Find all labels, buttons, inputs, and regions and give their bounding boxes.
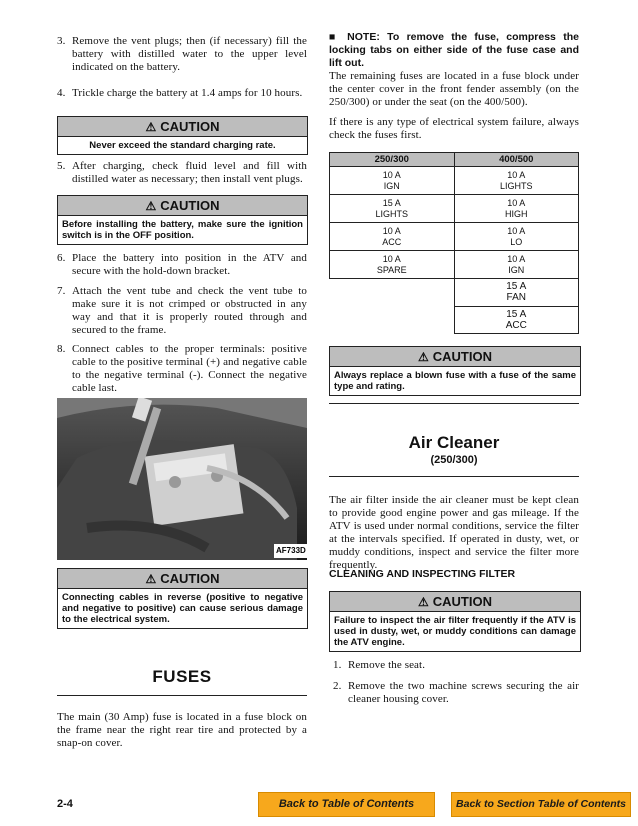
fuse-table-empty-cell — [330, 279, 455, 307]
caution-header — [58, 569, 307, 589]
caution-box-blown-fuse — [329, 346, 581, 396]
step-text: Remove the vent plugs; then (if necessary) fill the battery with distilled water to the upper level indicated on the battery. — [72, 35, 307, 73]
divider — [329, 476, 579, 477]
fuse-table-header-cell: 250/300 — [330, 153, 455, 167]
caution-box-ignition — [57, 195, 308, 245]
caution-title: CAUTION — [160, 198, 220, 213]
caution-header — [330, 592, 580, 612]
fuse-table-cell: 10 A IGN — [454, 251, 579, 279]
caution-text: Before installing the battery, make sure the ignition switch is in the OFF position. — [62, 219, 303, 241]
fuse-table — [329, 152, 579, 334]
caution-header — [58, 196, 307, 216]
air-cleaner-heading: Air Cleaner — [408, 433, 500, 452]
fuse-table-cell: 10 A SPARE — [330, 251, 455, 279]
step-8 — [57, 343, 307, 395]
step-6 — [57, 252, 307, 278]
warning-triangle-icon: ⚠ — [418, 595, 429, 609]
back-to-toc-button[interactable]: Back to Table of Contents — [258, 792, 435, 817]
caution-title: CAUTION — [160, 119, 220, 134]
divider — [329, 403, 579, 404]
fuse-table-row — [330, 167, 579, 195]
step-number: 5. — [57, 160, 66, 172]
warning-triangle-icon: ⚠ — [145, 120, 157, 134]
step-number: 8. — [57, 343, 66, 355]
note-text: NOTE: To remove the fuse, compress the locking tabs on either side of the fuse case and lift out. — [329, 31, 580, 69]
fuse-table-header — [330, 153, 579, 167]
step-number: 1. — [333, 659, 342, 671]
battery-photo-image — [57, 398, 307, 560]
fuse-table-cell: 10 A LO — [454, 223, 579, 251]
step-1 — [333, 659, 579, 672]
fuses-heading: FUSES — [152, 667, 212, 686]
fuse-table-header-cell: 400/500 — [454, 153, 579, 167]
caution-header — [58, 117, 307, 137]
battery-photo — [57, 398, 307, 560]
note-square-icon: ■ — [329, 31, 348, 43]
step-number: 6. — [57, 252, 66, 264]
back-to-section-toc-button[interactable]: Back to Section Table of Contents — [451, 792, 631, 817]
warning-triangle-icon: ⚠ — [418, 350, 429, 364]
warning-triangle-icon: ⚠ — [145, 199, 157, 213]
fuse-table-cell: 10 A LIGHTS — [454, 167, 579, 195]
step-text: Remove the two machine screws securing the air cleaner housing cover. — [348, 680, 579, 705]
step-number: 7. — [57, 285, 66, 297]
caution-title: CAUTION — [432, 349, 492, 364]
caution-box-charging — [57, 116, 308, 155]
note-paragraph — [329, 31, 579, 70]
fuse-table-cell: 10 A HIGH — [454, 195, 579, 223]
fuse-table-empty-cell — [330, 306, 455, 333]
caution-header — [330, 347, 580, 367]
step-4 — [57, 87, 307, 100]
caution-box-air-filter — [329, 591, 581, 652]
cleaning-heading: CLEANING AND INSPECTING FILTER — [329, 568, 516, 580]
step-text: Connect cables to the proper terminals: positive cable to the positive terminal (+) and negative cable to the negative terminal (-). Connect the negative cable last. — [72, 343, 307, 394]
fuse-table-cell: 15 A LIGHTS — [330, 195, 455, 223]
step-text: After charging, check fluid level and fill with distilled water as necessary; then install vent plugs. — [72, 160, 307, 185]
caution-text: Failure to inspect the air filter frequently if the ATV is used in dusty, wet, or muddy conditions can damage the ATV engine. — [334, 615, 576, 648]
fuse-table-row — [330, 279, 579, 307]
fuse-table-cell: 15 A ACC — [454, 306, 579, 333]
step-3 — [57, 35, 307, 74]
step-number: 4. — [57, 87, 66, 99]
fuse-table-row — [330, 306, 579, 333]
fuses-paragraph: The main (30 Amp) fuse is located in a fuse block on the frame near the right rear tire and protected by a snap-on cover. — [57, 711, 307, 749]
caution-text: Always replace a blown fuse with a fuse of the same type and rating. — [334, 370, 576, 392]
step-7 — [57, 285, 307, 337]
caution-title: CAUTION — [160, 571, 220, 586]
step-number: 2. — [333, 680, 342, 692]
air-cleaner-subheading: (250/300) — [430, 454, 478, 466]
fuse-location-paragraph: The remaining fuses are located in a fuse block under the center cover in the front fender assembly (on the 250/300) or under the seat (on the 400/500). — [329, 70, 579, 108]
air-cleaner-paragraph: The air filter inside the air cleaner must be kept clean to provide good engine power and gas mileage. If the ATV is used under normal conditions, service the filter at the intervals specified. If operated in dusty, wet, or muddy conditions, inspect and service the filter more frequently. — [329, 494, 579, 571]
fuse-table-cell: 10 A IGN — [330, 167, 455, 195]
photo-label: AF733D — [276, 546, 306, 555]
caution-title: CAUTION — [432, 594, 492, 609]
page-number: 2-4 — [57, 798, 73, 810]
step-5 — [57, 160, 307, 186]
fuse-table-row — [330, 195, 579, 223]
step-text: Attach the vent tube and check the vent tube to make sure it is not crimped or obstructed in any way and that it is properly routed through and secured to the frame. — [72, 285, 307, 336]
step-2 — [333, 680, 579, 706]
warning-triangle-icon: ⚠ — [145, 572, 157, 586]
divider — [57, 695, 307, 696]
fuse-check-paragraph: If there is any type of electrical system failure, always check the fuses first. — [329, 116, 579, 141]
step-text: Place the battery into position in the ATV and secure with the hold-down bracket. — [72, 252, 307, 277]
step-text: Trickle charge the battery at 1.4 amps for 10 hours. — [72, 87, 303, 99]
caution-box-cables — [57, 568, 308, 629]
fuse-table-row — [330, 251, 579, 279]
caution-text: Never exceed the standard charging rate. — [89, 140, 276, 151]
step-number: 3. — [57, 35, 66, 47]
fuse-table-cell: 10 A ACC — [330, 223, 455, 251]
caution-text: Connecting cables in reverse (positive to negative and negative to positive) can cause serious damage to the electrical system. — [62, 592, 303, 625]
fuse-table-cell: 15 A FAN — [454, 279, 579, 307]
fuse-table-row — [330, 223, 579, 251]
step-text: Remove the seat. — [348, 659, 426, 671]
